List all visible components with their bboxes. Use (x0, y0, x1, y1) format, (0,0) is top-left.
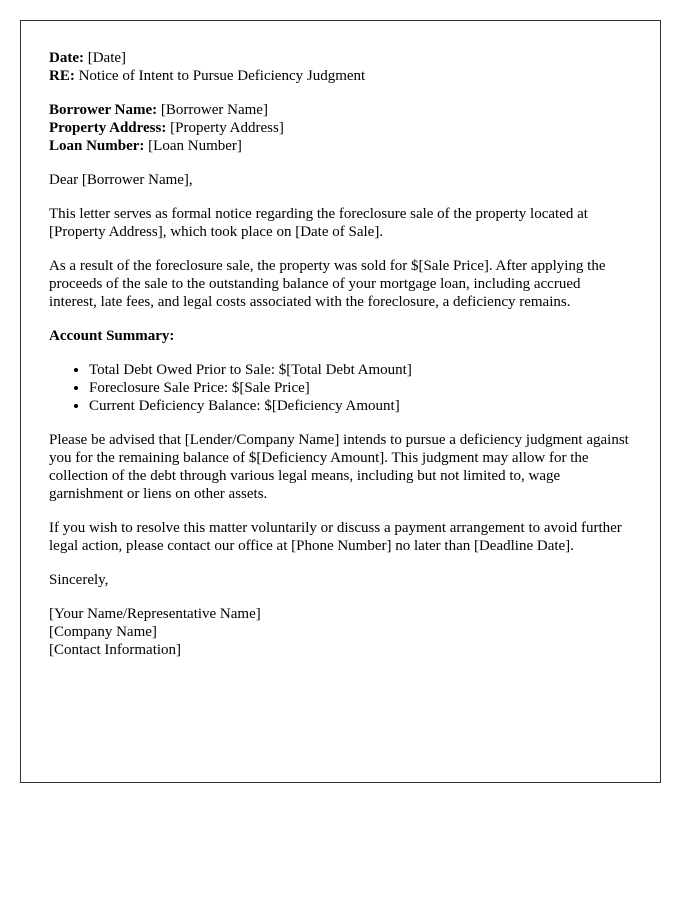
company-name: [Company Name] (49, 624, 157, 640)
summary-list (49, 361, 632, 415)
loan-label: Loan Number: (49, 138, 145, 154)
letter (20, 20, 661, 783)
re-value: Notice of Intent to Pursue Deficiency Judgment (78, 68, 366, 84)
contact-info: [Contact Information] (49, 642, 182, 658)
signoff: Sincerely, (49, 572, 109, 588)
paragraph-1: This letter serves as formal notice regarding the foreclosure sale of the property located at [Property Address], which took place on [Date of Sale]. (49, 206, 588, 240)
list-item: • Foreclosure Sale Price: $[Sale Price] (89, 379, 632, 397)
paragraph-4: If you wish to resolve this matter voluntarily or discuss a payment arrangement to avoid further legal action, please contact our office at [Phone Number] no later than [Deadline Date]. (49, 520, 622, 554)
re-label: RE: (49, 68, 75, 84)
date-value: [Date] (87, 50, 127, 66)
date-label: Date: (49, 50, 84, 66)
salutation: Dear [Borrower Name], (49, 172, 193, 188)
list-item: • Current Deficiency Balance: $[Deficiency Amount] (89, 397, 632, 415)
borrower-label: Borrower Name: (49, 102, 158, 118)
list-item: • Total Debt Owed Prior to Sale: $[Total Debt Amount] (89, 361, 632, 379)
header-block (49, 49, 632, 85)
summary-heading-text: Account Summary: (49, 328, 175, 344)
signature-block (49, 605, 632, 659)
address-label: Property Address: (49, 120, 167, 136)
summary-heading (49, 327, 632, 345)
address-value: [Property Address] (170, 120, 284, 136)
details-block (49, 101, 632, 155)
paragraph-2: As a result of the foreclosure sale, the property was sold for $[Sale Price]. After applying the proceeds of the sale to the outstanding balance of your mortgage loan, including accrued interest, late fees, and legal costs associated with the foreclosure, a deficiency remains. (49, 258, 606, 310)
borrower-value: [Borrower Name] (160, 102, 268, 118)
loan-value: [Loan Number] (148, 138, 242, 154)
paragraph-3: Please be advised that [Lender/Company Name] intends to pursue a deficiency judgment against you for the remaining balance of $[Deficiency Amount]. This judgment may allow for the collection of the debt through various legal means, including but not limited to, wage garnishment or liens on other assets. (49, 432, 629, 502)
signer-name: [Your Name/Representative Name] (49, 606, 261, 622)
